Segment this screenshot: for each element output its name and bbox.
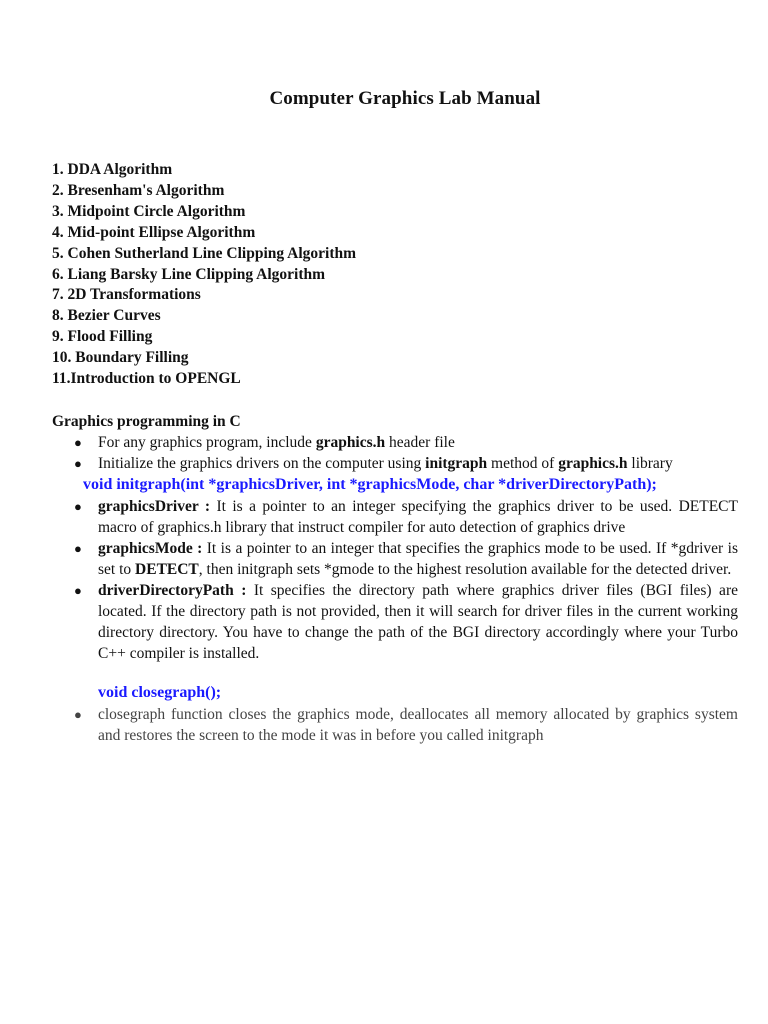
toc-item: 1. DDA Algorithm (52, 161, 173, 178)
toc-item: 2. Bresenham's Algorithm (52, 181, 225, 199)
bullet-bold-text: graphicsMode : (98, 539, 203, 557)
bullet-item-graphics-mode (52, 538, 738, 580)
bullet-text: closegraph function closes the graphics mode, deallocates all memory allocated by graphics system and restores the screen to the mode it was in before you called initgraph (98, 705, 738, 744)
bullet-text: header file (385, 433, 455, 451)
bullet-text: For any graphics program, include (98, 433, 316, 451)
bullet-bold-text: DETECT (135, 560, 199, 578)
bullet-icon: ● (74, 455, 82, 471)
toc-item: 4. Mid-point Ellipse Algorithm (52, 223, 256, 241)
bullet-icon: ● (74, 498, 82, 514)
toc-item: 9. Flood Filling (52, 328, 153, 346)
bullet-bold-text: driverDirectoryPath : (98, 581, 247, 599)
bullet-icon: ● (74, 706, 82, 722)
toc-item: 5. Cohen Sutherland Line Clipping Algorithm (52, 244, 357, 262)
bullet-text: Initialize the graphics drivers on the computer using (98, 454, 426, 472)
toc-item: 10. Boundary Filling (52, 349, 189, 367)
bullet-text: library (627, 454, 673, 472)
bullet-text: It specifies the directory path where graphics driver files (BGI files) are located. If the directory path is not provided, then it will search for driver files in the current working directory directory. You have to change the path of the BGI directory accordingly where your Turbo C++ compiler is installed. (98, 581, 738, 662)
bullet-item-include (52, 432, 738, 453)
bullet-bold-text: initgraph (425, 454, 488, 472)
bullet-bold-text: graphicsDriver : (98, 497, 211, 515)
bullet-list-intro (52, 432, 738, 474)
bullet-text: It is a pointer to an integer specifying the graphics driver to be used. DETECT macro of graphics.h library that instruct compiler for auto detection of graphics drive (98, 497, 738, 536)
bullet-bold-text: graphics.h (315, 433, 386, 451)
section-heading: Graphics programming in C (52, 412, 241, 430)
code-initgraph: void initgraph(int *graphicsDriver, int *graphicsMode, char *driverDirectoryPath); (83, 475, 657, 493)
bullet-icon: ● (74, 582, 82, 598)
bullet-list-closegraph (52, 704, 738, 746)
toc-item: 3. Midpoint Circle Algorithm (52, 202, 246, 220)
toc-item: 11.Introduction to OPENGL (52, 370, 241, 388)
toc-item: 7. 2D Transformations (52, 286, 201, 304)
bullet-text: , then initgraph sets *gmode to the highest resolution available for the detected driver. (198, 560, 732, 578)
page-title: Computer Graphics Lab Manual (269, 88, 541, 109)
bullet-item-graphics-driver (52, 496, 738, 538)
code-closegraph: void closegraph(); (98, 683, 222, 701)
table-of-contents (52, 160, 738, 390)
toc-item: 6. Liang Barsky Line Clipping Algorithm (52, 265, 326, 283)
bullet-icon: ● (74, 540, 82, 556)
toc-item: 8. Bezier Curves (52, 307, 161, 325)
bullet-icon: ● (74, 434, 82, 450)
bullet-list-params (52, 496, 738, 664)
bullet-text: It is a pointer to an integer that specifies the graphics mode to be used. If *gdriver is set to (98, 539, 738, 578)
bullet-item-initialize (52, 453, 738, 474)
bullet-item-driver-directory-path (52, 580, 738, 664)
bullet-bold-text: graphics.h (558, 454, 628, 472)
bullet-text: method of (487, 454, 559, 472)
bullet-item-closegraph (52, 704, 738, 746)
